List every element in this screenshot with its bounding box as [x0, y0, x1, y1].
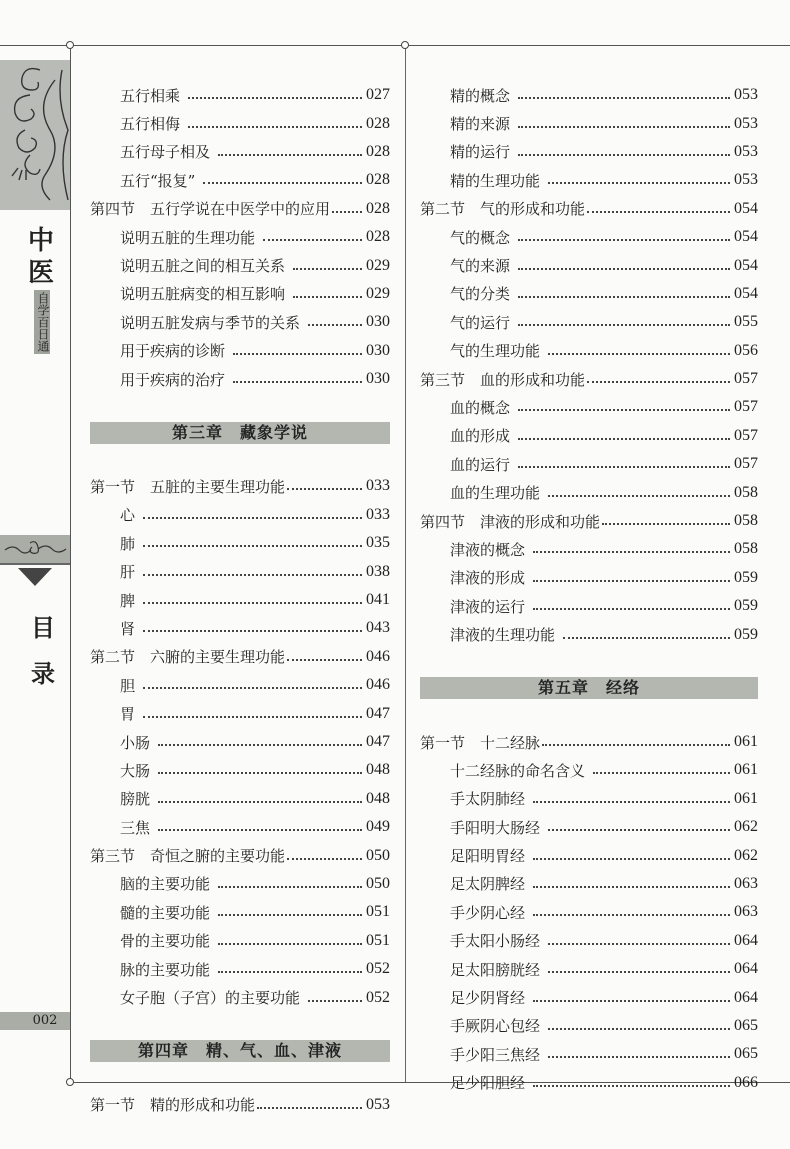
entry-page-number: 028	[366, 199, 390, 217]
entry-title: 气的运行	[450, 313, 511, 332]
entry-page-number: 066	[734, 1073, 758, 1091]
entry-page-number: 049	[366, 818, 390, 836]
top-rule	[0, 45, 790, 46]
entry-page-number: 065	[734, 1016, 758, 1034]
entry-page-number: 062	[734, 846, 758, 864]
toc-entry[interactable]	[90, 280, 390, 308]
entry-page-number: 052	[366, 960, 390, 978]
toc-entry[interactable]	[90, 898, 390, 926]
entry-page-number: 061	[734, 789, 758, 807]
dot-leader	[143, 545, 362, 547]
toc-heading	[28, 605, 58, 697]
entry-title: 女子胞（子宫）的主要功能	[120, 989, 301, 1008]
entry-title: 足少阳胆经	[450, 1074, 526, 1093]
entry-title: 第二节 六腑的主要生理功能	[90, 648, 286, 667]
dot-leader	[542, 744, 730, 746]
toc-entry[interactable]	[90, 586, 390, 614]
entry-title: 第一节 十二经脉	[420, 733, 541, 752]
toc-entry[interactable]	[420, 109, 758, 137]
toc-entry[interactable]	[420, 1040, 758, 1068]
toc-entry[interactable]	[420, 620, 758, 648]
page-number-text: 002	[32, 1013, 58, 1028]
dot-leader	[518, 466, 730, 468]
dot-leader	[218, 914, 362, 916]
entry-page-number: 058	[734, 483, 758, 501]
entry-page-number: 029	[366, 284, 390, 302]
scroll-ornament-icon	[0, 535, 70, 565]
entry-title: 精的生理功能	[450, 171, 541, 190]
toc-entry[interactable]	[420, 870, 758, 898]
toc-heading-char: 目	[31, 613, 55, 642]
toc-entry[interactable]	[90, 223, 390, 251]
toc-entry[interactable]	[420, 535, 758, 563]
dot-leader	[218, 154, 362, 156]
toc-entry[interactable]	[90, 109, 390, 137]
toc-entry[interactable]	[90, 81, 390, 109]
dot-leader	[548, 353, 730, 355]
entry-title: 手少阳三焦经	[450, 1045, 541, 1064]
entry-title: 小肠	[120, 733, 151, 752]
entry-title: 膀胱	[120, 790, 151, 809]
toc-entry[interactable]	[420, 785, 758, 813]
entry-page-number: 028	[366, 114, 390, 132]
toc-entry[interactable]	[420, 898, 758, 926]
dot-leader	[602, 523, 730, 525]
dot-leader	[533, 858, 730, 860]
dot-leader	[587, 211, 730, 213]
dot-leader	[533, 580, 730, 582]
entry-title: 第一节 精的形成和功能	[90, 1096, 256, 1115]
dot-leader	[518, 126, 730, 128]
entry-page-number: 029	[366, 256, 390, 274]
chapter-heading	[90, 1012, 390, 1091]
dot-leader	[548, 1056, 730, 1058]
dot-leader	[518, 239, 730, 241]
dot-leader	[548, 495, 730, 497]
entry-title: 足太阳膀胱经	[450, 960, 541, 979]
dot-leader	[158, 829, 362, 831]
entry-page-number: 057	[734, 398, 758, 416]
entry-title: 气的概念	[450, 228, 511, 247]
column-divider	[405, 45, 406, 1083]
entry-page-number: 061	[734, 733, 758, 750]
entry-page-number: 059	[734, 568, 758, 586]
entry-title: 用于疾病的治疗	[120, 370, 226, 389]
entry-page-number: 054	[734, 199, 758, 217]
dot-leader	[548, 1028, 730, 1030]
entry-page-number: 063	[734, 874, 758, 892]
entry-page-number: 064	[734, 931, 758, 949]
entry-title: 五行相乘	[120, 86, 181, 105]
dot-leader	[548, 182, 730, 184]
entry-title: 大肠	[120, 761, 151, 780]
entry-title: 第四节 五行学说在中医学中的应用	[90, 200, 331, 219]
dot-leader	[188, 126, 362, 128]
toc-entry[interactable]	[420, 813, 758, 841]
toc-entry[interactable]	[90, 308, 390, 336]
dot-leader	[563, 637, 730, 639]
entry-page-number: 047	[366, 733, 390, 750]
dot-leader	[287, 488, 362, 490]
toc-right-column	[420, 81, 758, 1097]
entry-title: 脑的主要功能	[120, 875, 211, 894]
entry-title: 肝	[120, 563, 136, 582]
entry-page-number: 053	[734, 142, 758, 160]
entry-title: 手少阴心经	[450, 903, 526, 922]
entry-title: 脾	[120, 591, 136, 610]
entry-page-number: 046	[366, 647, 390, 665]
dot-leader	[263, 239, 362, 241]
entry-title: 肾	[120, 619, 136, 638]
toc-entry[interactable]	[90, 870, 390, 898]
dot-leader	[287, 659, 362, 661]
toc-entry[interactable]	[420, 927, 758, 955]
dot-leader	[533, 608, 730, 610]
dot-leader	[143, 574, 362, 576]
entry-title: 手太阳小肠经	[450, 932, 541, 951]
entry-page-number: 035	[366, 534, 390, 552]
entry-page-number: 064	[734, 988, 758, 1006]
entry-page-number: 033	[366, 477, 390, 495]
entry-page-number: 054	[734, 256, 758, 274]
dot-leader	[533, 1085, 730, 1087]
entry-title: 津液的概念	[450, 540, 526, 559]
toc-entry[interactable]	[90, 671, 390, 699]
column-knot	[401, 41, 409, 49]
entry-page-number: 063	[734, 903, 758, 921]
margin-rule	[70, 45, 71, 1083]
dot-leader	[533, 1000, 730, 1002]
entry-title: 足阳明胃经	[450, 847, 526, 866]
triangle-marker-icon	[18, 568, 52, 586]
dot-leader	[518, 97, 730, 99]
entry-page-number: 058	[734, 512, 758, 530]
corner-knot	[66, 41, 74, 49]
toc-entry[interactable]	[420, 166, 758, 194]
entry-page-number: 028	[366, 228, 390, 246]
toc-entry[interactable]	[420, 422, 758, 450]
dot-leader	[143, 716, 362, 718]
toc-entry[interactable]	[420, 592, 758, 620]
toc-entry[interactable]	[90, 138, 390, 166]
dot-leader	[257, 1107, 362, 1109]
entry-page-number: 051	[366, 931, 390, 949]
toc-entry[interactable]	[420, 955, 758, 983]
dot-leader	[593, 772, 730, 774]
corner-knot	[66, 1078, 74, 1086]
toc-entry[interactable]	[420, 478, 758, 506]
entry-title: 津液的生理功能	[450, 626, 556, 645]
chapter-heading	[90, 393, 390, 472]
entry-title: 足太阴脾经	[450, 875, 526, 894]
entry-title: 津液的运行	[450, 597, 526, 616]
entry-page-number: 064	[734, 960, 758, 978]
dot-leader	[158, 801, 362, 803]
entry-title: 五行母子相及	[120, 143, 211, 162]
entry-title: 胆	[120, 676, 136, 695]
entry-page-number: 058	[734, 540, 758, 558]
dot-leader	[293, 268, 362, 270]
dot-leader	[203, 182, 362, 184]
toc-entry[interactable]	[420, 756, 758, 784]
dot-leader	[218, 971, 362, 973]
entry-page-number: 056	[734, 341, 758, 359]
entry-page-number: 041	[366, 591, 390, 609]
entry-page-number: 057	[734, 370, 758, 388]
entry-title: 说明五脏病变的相互影响	[120, 285, 286, 304]
entry-page-number: 028	[366, 142, 390, 160]
entry-title: 骨的主要功能	[120, 932, 211, 951]
toc-section-entry[interactable]	[420, 507, 758, 535]
entry-title: 气的分类	[450, 285, 511, 304]
entry-title: 说明五脏的生理功能	[120, 228, 256, 247]
toc-section-entry[interactable]	[90, 841, 390, 869]
toc-entry[interactable]	[90, 529, 390, 557]
toc-entry[interactable]	[420, 841, 758, 869]
entry-page-number: 038	[366, 562, 390, 580]
toc-section-entry[interactable]	[90, 1091, 390, 1119]
entry-page-number: 047	[366, 704, 390, 722]
entry-page-number: 050	[366, 874, 390, 892]
dot-leader	[308, 1000, 362, 1002]
chapter-heading	[420, 649, 758, 728]
toc-section-entry[interactable]	[90, 643, 390, 671]
entry-title: 气的生理功能	[450, 342, 541, 361]
dot-leader	[518, 409, 730, 411]
entry-page-number: 061	[734, 761, 758, 779]
dot-leader	[518, 438, 730, 440]
entry-title: 精的运行	[450, 143, 511, 162]
chapter-title[interactable]: 第三章 藏象学说	[90, 422, 390, 444]
entry-page-number: 062	[734, 818, 758, 836]
entry-title: 五行“报复”	[120, 171, 196, 190]
entry-title: 肺	[120, 534, 136, 553]
toc-left-column	[90, 81, 390, 1119]
entry-page-number: 028	[366, 171, 390, 189]
toc-entry[interactable]	[90, 166, 390, 194]
entry-title: 血的概念	[450, 398, 511, 417]
entry-page-number: 053	[366, 1095, 390, 1113]
dot-leader	[518, 324, 730, 326]
entry-page-number: 048	[366, 789, 390, 807]
dot-leader	[533, 886, 730, 888]
toc-entry[interactable]	[90, 728, 390, 756]
dot-leader	[143, 517, 362, 519]
dot-leader	[548, 971, 730, 973]
dot-leader	[158, 772, 362, 774]
toc-entry[interactable]	[420, 337, 758, 365]
entry-title: 髓的主要功能	[120, 903, 211, 922]
entry-page-number: 053	[734, 171, 758, 189]
dot-leader	[332, 211, 362, 213]
entry-page-number: 055	[734, 313, 758, 331]
entry-title: 第二节 气的形成和功能	[420, 200, 586, 219]
dot-leader	[233, 381, 362, 383]
toc-entry[interactable]	[420, 223, 758, 251]
toc-entry[interactable]	[420, 308, 758, 336]
toc-entry[interactable]	[90, 337, 390, 365]
entry-page-number: 052	[366, 988, 390, 1006]
entry-page-number: 054	[734, 284, 758, 302]
dot-leader	[518, 296, 730, 298]
entry-title: 第四节 津液的形成和功能	[420, 512, 601, 531]
dot-leader	[587, 381, 730, 383]
entry-title: 血的运行	[450, 455, 511, 474]
toc-entry[interactable]	[90, 813, 390, 841]
dot-leader	[143, 630, 362, 632]
dot-leader	[533, 801, 730, 803]
entry-title: 足少阴肾经	[450, 989, 526, 1008]
toc-heading-char: 录	[31, 659, 55, 688]
entry-title: 十二经脉的命名含义	[450, 761, 586, 780]
entry-title: 说明五脏发病与季节的关系	[120, 313, 301, 332]
entry-title: 胃	[120, 705, 136, 724]
entry-page-number: 048	[366, 761, 390, 779]
entry-title: 手太阴肺经	[450, 790, 526, 809]
toc-section-entry[interactable]	[420, 728, 758, 756]
dot-leader	[287, 858, 362, 860]
page-number	[0, 1012, 70, 1030]
toc-entry[interactable]	[420, 393, 758, 421]
entry-title: 血的生理功能	[450, 484, 541, 503]
entry-page-number: 046	[366, 676, 390, 694]
entry-page-number: 059	[734, 597, 758, 615]
book-title: 中医	[27, 226, 54, 288]
entry-page-number: 051	[366, 903, 390, 921]
entry-page-number: 033	[366, 505, 390, 523]
entry-title: 第三节 奇恒之腑的主要功能	[90, 847, 286, 866]
entry-title: 心	[120, 506, 136, 525]
toc-section-entry[interactable]	[420, 365, 758, 393]
toc-entry[interactable]	[90, 983, 390, 1011]
toc-entry[interactable]	[90, 756, 390, 784]
entry-page-number: 059	[734, 625, 758, 643]
entry-title: 五行相侮	[120, 115, 181, 134]
toc-entry[interactable]	[420, 1069, 758, 1097]
entry-page-number: 053	[734, 114, 758, 132]
dot-leader	[308, 324, 362, 326]
entry-page-number: 057	[734, 455, 758, 473]
entry-page-number: 043	[366, 619, 390, 637]
toc-entry[interactable]	[90, 365, 390, 393]
entry-page-number: 053	[734, 86, 758, 104]
toc-entry[interactable]	[90, 927, 390, 955]
dot-leader	[233, 353, 362, 355]
toc-entry[interactable]	[90, 955, 390, 983]
dot-leader	[188, 97, 362, 99]
entry-page-number: 054	[734, 228, 758, 246]
toc-entry[interactable]	[90, 785, 390, 813]
toc-section-entry[interactable]	[90, 472, 390, 500]
book-subtitle: 自学百日通	[36, 292, 50, 352]
entry-title: 脉的主要功能	[120, 960, 211, 979]
toc-entry[interactable]	[420, 251, 758, 279]
chapter-title[interactable]: 第五章 经络	[420, 677, 758, 699]
entry-page-number: 030	[366, 341, 390, 359]
toc-entry[interactable]	[90, 699, 390, 727]
dot-leader	[158, 744, 362, 746]
entry-page-number: 050	[366, 846, 390, 864]
dot-leader	[143, 687, 362, 689]
dot-leader	[533, 551, 730, 553]
toc-entry[interactable]	[420, 138, 758, 166]
entry-title: 津液的形成	[450, 569, 526, 588]
cloud-ornament-icon	[0, 60, 70, 210]
toc-entry[interactable]	[90, 251, 390, 279]
entry-page-number: 030	[366, 313, 390, 331]
entry-title: 用于疾病的诊断	[120, 342, 226, 361]
entry-page-number: 030	[366, 370, 390, 388]
toc-entry[interactable]	[90, 501, 390, 529]
toc-entry[interactable]	[420, 564, 758, 592]
entry-title: 第三节 血的形成和功能	[420, 370, 586, 389]
entry-page-number: 027	[366, 86, 390, 104]
entry-title: 三焦	[120, 818, 151, 837]
toc-section-entry[interactable]	[420, 195, 758, 223]
entry-title: 说明五脏之间的相互关系	[120, 257, 286, 276]
chapter-title[interactable]: 第四章 精、气、血、津液	[90, 1040, 390, 1062]
dot-leader	[548, 829, 730, 831]
entry-page-number: 065	[734, 1045, 758, 1063]
entry-title: 血的形成	[450, 427, 511, 446]
toc-entry[interactable]	[90, 557, 390, 585]
entry-title: 精的概念	[450, 86, 511, 105]
toc-entry[interactable]	[420, 450, 758, 478]
entry-title: 手厥阴心包经	[450, 1017, 541, 1036]
dot-leader	[518, 154, 730, 156]
toc-section-entry[interactable]	[90, 195, 390, 223]
dot-leader	[533, 914, 730, 916]
toc-entry[interactable]	[420, 983, 758, 1011]
entry-title: 第一节 五脏的主要生理功能	[90, 477, 286, 496]
dot-leader	[218, 943, 362, 945]
dot-leader	[143, 602, 362, 604]
dot-leader	[548, 943, 730, 945]
entry-title: 精的来源	[450, 115, 511, 134]
toc-entry[interactable]	[90, 614, 390, 642]
dot-leader	[218, 886, 362, 888]
entry-page-number: 057	[734, 426, 758, 444]
toc-entry[interactable]	[420, 1012, 758, 1040]
toc-entry[interactable]	[420, 81, 758, 109]
entry-title: 气的来源	[450, 257, 511, 276]
entry-title: 手阳明大肠经	[450, 818, 541, 837]
toc-entry[interactable]	[420, 280, 758, 308]
dot-leader	[293, 296, 362, 298]
dot-leader	[518, 268, 730, 270]
